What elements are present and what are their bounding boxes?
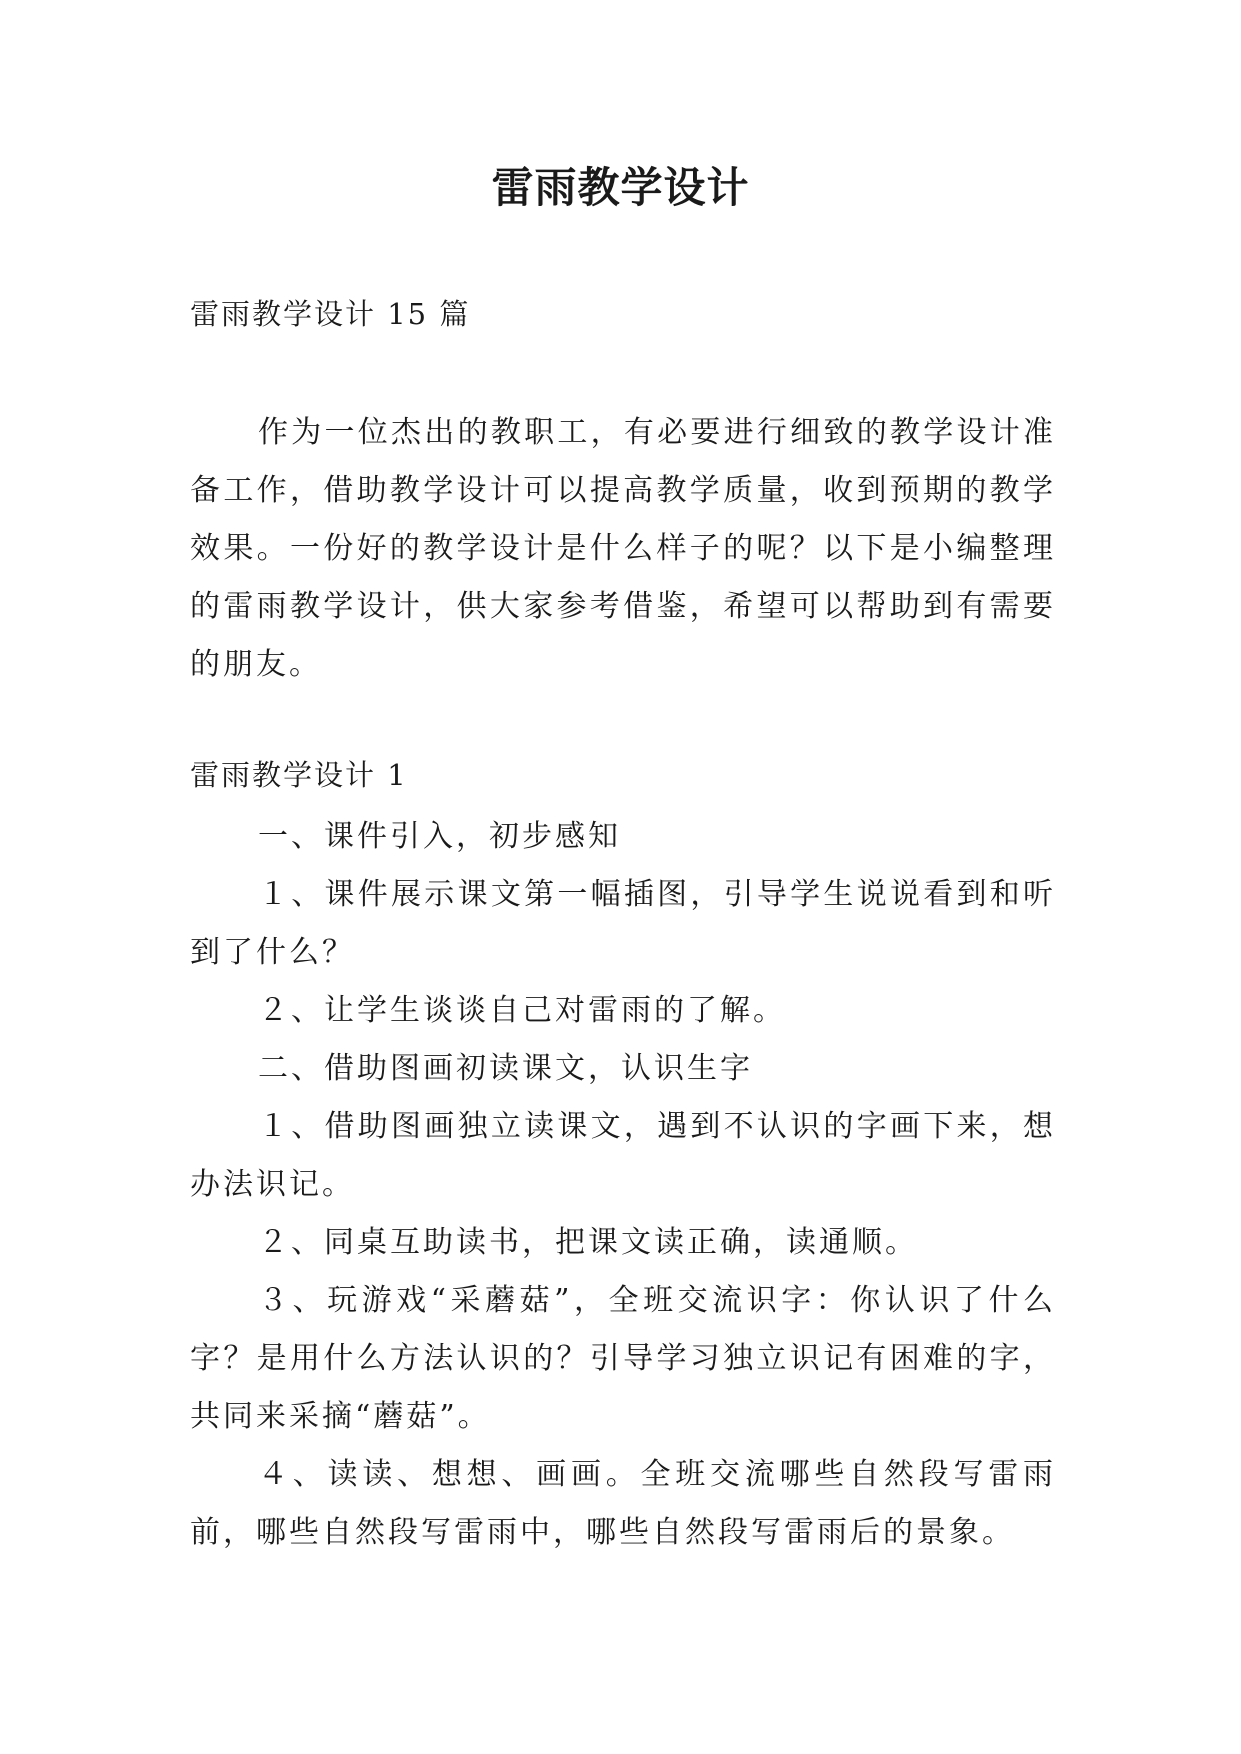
paragraph: ２、让学生谈谈自己对雷雨的了解。 [258,993,786,1028]
document-subtitle: 雷雨教学设计 15 篇 [190,297,471,331]
paragraph: １、借助图画独立读课文，遇到不认识的字画下来，想办法识记。 [190,1109,1056,1202]
intro-paragraph: 作为一位杰出的教职工，有必要进行细致的教学设计准备工作，借助教学设计可以提高教学质量，收到预期的教学效果。一份好的教学设计是什么样子的呢？以下是小编整理的雷雨教学设计，供大家参考借鉴，希望可以帮助到有需要的朋友。 [190,415,1056,682]
paragraph: 二、借助图画初读课文，认识生字 [258,1051,753,1086]
document-title: 雷雨教学设计 [491,163,750,212]
paragraph: ３、玩游戏“采蘑菇”，全班交流识字：你认识了什么字？是用什么方法认识的？引导学习独立识记有困难的字，共同来采摘“蘑菇”。 [190,1283,1056,1434]
paragraph: 一、课件引入，初步感知 [258,819,621,854]
paragraph: ４、读读、想想、画画。全班交流哪些自然段写雷雨前，哪些自然段写雷雨中，哪些自然段写雷雨后的景象。 [190,1457,1056,1550]
section-content [190,808,1056,1562]
section-heading: 雷雨教学设计 1 [190,758,408,792]
paragraph: １、课件展示课文第一幅插图，引导学生说说看到和听到了什么？ [190,877,1056,970]
paragraph: ２、同桌互助读书，把课文读正确，读通顺。 [258,1225,918,1260]
